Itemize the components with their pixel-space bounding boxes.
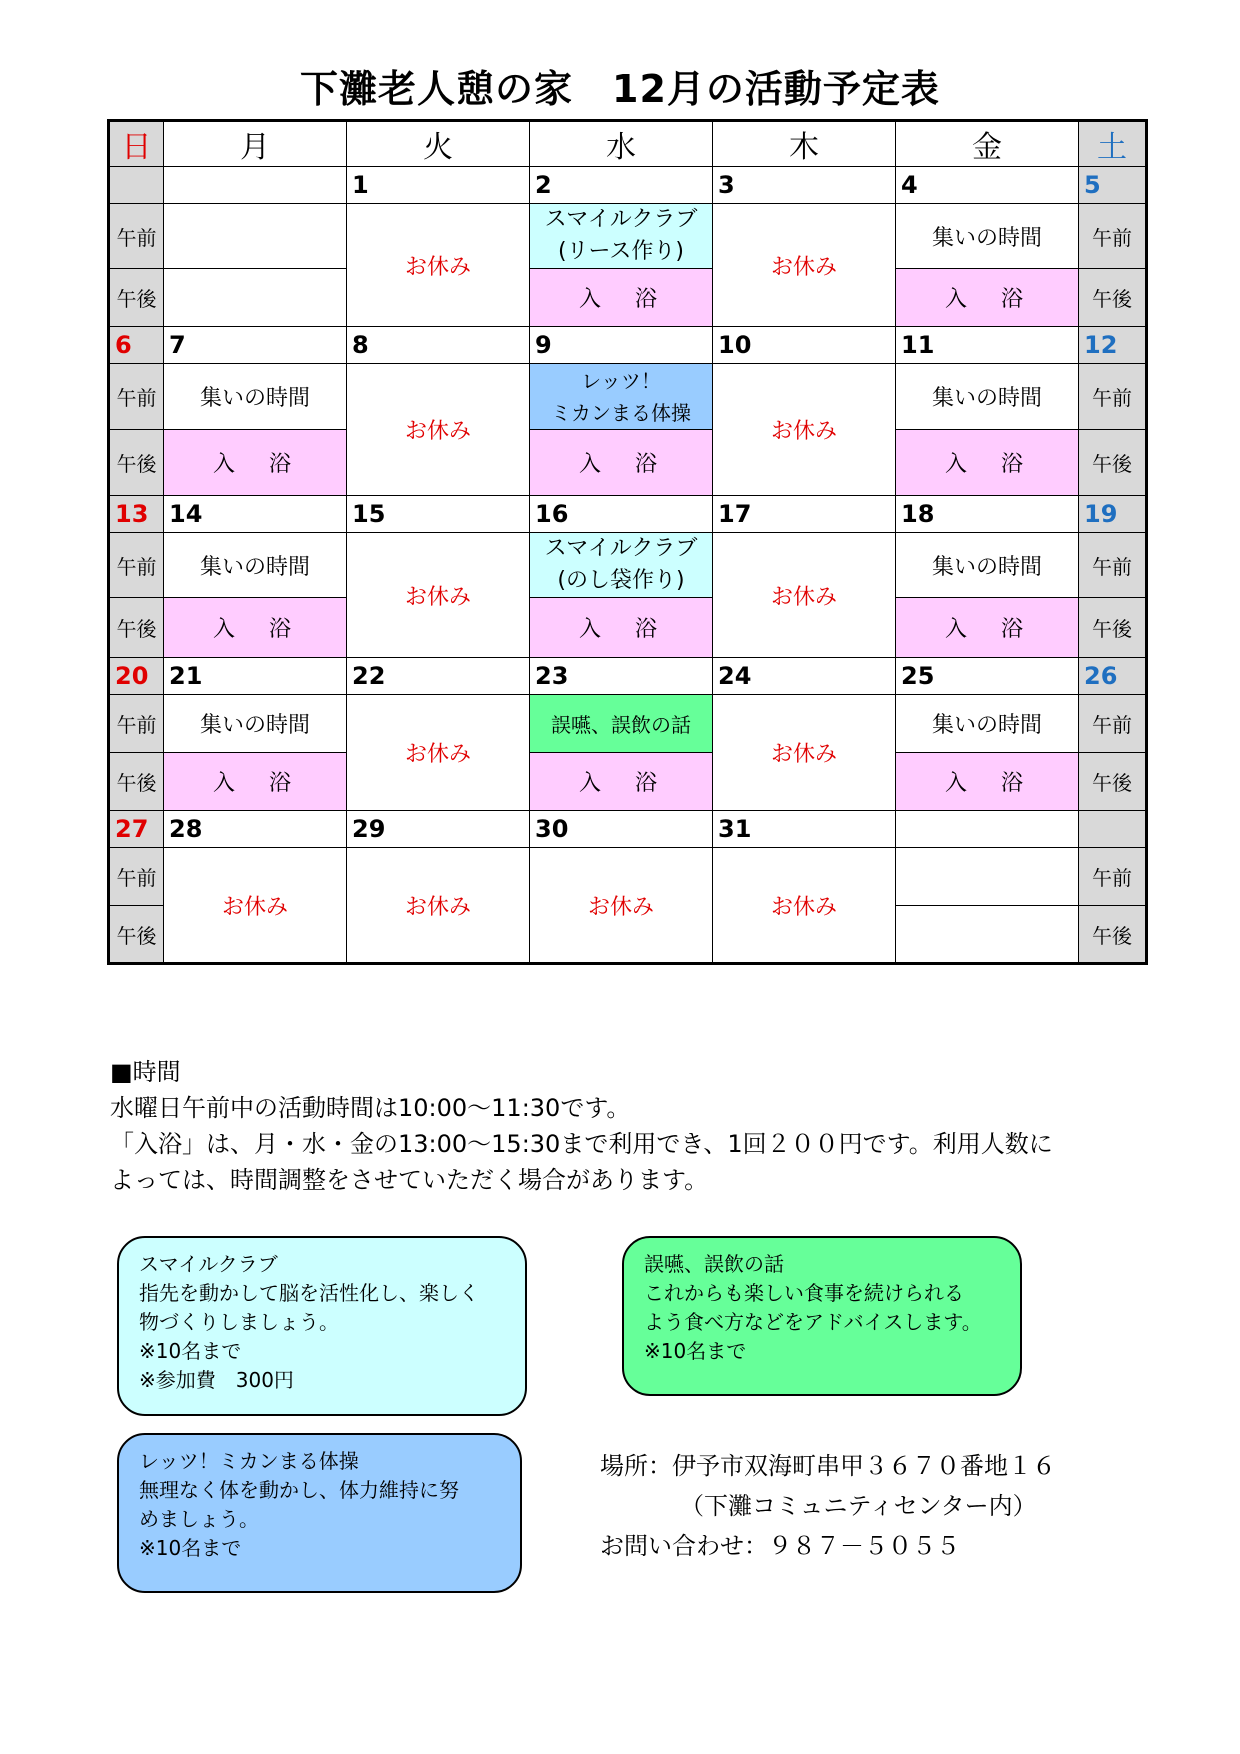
period-label: 午後 [109, 598, 164, 658]
activity-rest: お休み [713, 533, 896, 658]
date-cell: 26 [1079, 658, 1147, 695]
afternoon-row [109, 269, 1147, 327]
calendar-table [107, 119, 1148, 965]
activity-rest: お休み [347, 204, 530, 327]
smile-club-note [117, 1236, 527, 1416]
weekday-header: 土 [1079, 121, 1147, 167]
date-cell [896, 811, 1079, 848]
weekday-header: 月 [164, 121, 347, 167]
period-label: 午後 [1079, 598, 1147, 658]
date-cell: 6 [109, 327, 164, 364]
note-line: ※10名まで [139, 1536, 242, 1560]
date-cell: 4 [896, 167, 1079, 204]
date-cell: 1 [347, 167, 530, 204]
note-line: 物づくりしましょう。 [139, 1310, 339, 1334]
activity-bath: 入 浴 [896, 269, 1079, 327]
date-cell: 31 [713, 811, 896, 848]
period-label: 午前 [1079, 204, 1147, 269]
activity-rest: お休み [530, 848, 713, 964]
time-line-1: 水曜日午前中の活動時間は10:00～11:30です。 [110, 1094, 631, 1122]
period-label: 午後 [1079, 269, 1147, 327]
activity-bath: 入 浴 [530, 753, 713, 811]
note-line: めましょう。 [139, 1507, 259, 1531]
period-label: 午後 [1079, 430, 1147, 496]
period-label: 午前 [1079, 848, 1147, 906]
activity-rest: お休み [347, 364, 530, 496]
activity-rest: お休み [713, 695, 896, 811]
weekday-header: 木 [713, 121, 896, 167]
note-line: スマイルクラブ [139, 1252, 278, 1276]
date-cell: 9 [530, 327, 713, 364]
empty-cell [164, 269, 347, 327]
time-line-2: 「入浴」は、月・水・金の13:00～15:30まで利用でき、1回２００円です。利用人数に [110, 1130, 1053, 1158]
date-cell: 12 [1079, 327, 1147, 364]
activity-rest: お休み [347, 695, 530, 811]
activity-plain: 集いの時間 [164, 364, 347, 430]
period-label: 午前 [109, 533, 164, 598]
note-line: ※10名まで [644, 1339, 747, 1363]
date-cell: 22 [347, 658, 530, 695]
date-cell: 27 [109, 811, 164, 848]
period-label: 午前 [109, 364, 164, 430]
activity-mikan: レッツ！ ミカンまる体操 [530, 364, 713, 430]
page-title: 下灘老人憩の家 12月の活動予定表 [300, 67, 940, 111]
note-line: 誤嚥、誤飲の話 [644, 1252, 784, 1276]
weekday-header: 水 [530, 121, 713, 167]
activity-rest: お休み [713, 204, 896, 327]
contact-place: 場所：伊予市双海町串甲３６７０番地１６ [600, 1452, 1056, 1480]
activity-goen: 誤嚥、誤飲の話 [530, 695, 713, 753]
empty-cell [896, 848, 1079, 906]
activity-bath: 入 浴 [896, 598, 1079, 658]
date-cell: 3 [713, 167, 896, 204]
date-cell: 30 [530, 811, 713, 848]
mikan-exercise-note [117, 1433, 522, 1593]
empty-cell [896, 906, 1079, 964]
period-label: 午前 [109, 848, 164, 906]
activity-plain: 集いの時間 [896, 364, 1079, 430]
date-cell: 23 [530, 658, 713, 695]
date-row [109, 167, 1147, 204]
activity-plain: 集いの時間 [896, 533, 1079, 598]
activity-bath: 入 浴 [896, 753, 1079, 811]
afternoon-row [109, 598, 1147, 658]
date-cell: 20 [109, 658, 164, 695]
period-label: 午後 [109, 753, 164, 811]
date-row [109, 658, 1147, 695]
time-heading: ■時間 [110, 1058, 181, 1086]
period-label: 午後 [1079, 906, 1147, 964]
date-cell: 2 [530, 167, 713, 204]
period-label: 午前 [1079, 533, 1147, 598]
date-cell: 14 [164, 496, 347, 533]
date-cell [1079, 811, 1147, 848]
weekday-header: 金 [896, 121, 1079, 167]
period-label: 午後 [109, 269, 164, 327]
activity-smile: スマイルクラブ (リース作り) [530, 204, 713, 269]
weekday-header: 日 [109, 121, 164, 167]
activity-rest: お休み [164, 848, 347, 964]
note-line: 無理なく体を動かし、体力維持に努 [139, 1478, 459, 1502]
date-row [109, 496, 1147, 533]
date-cell [164, 167, 347, 204]
note-line: よう食べ方などをアドバイスします。 [644, 1310, 982, 1334]
activity-rest: お休み [713, 848, 896, 964]
note-line: レッツ！ミカンまる体操 [139, 1449, 359, 1473]
activity-plain: 集いの時間 [164, 695, 347, 753]
morning-row [109, 364, 1147, 430]
period-label: 午後 [1079, 753, 1147, 811]
date-cell: 25 [896, 658, 1079, 695]
activity-bath: 入 浴 [530, 598, 713, 658]
date-cell: 7 [164, 327, 347, 364]
weekday-header-row [109, 121, 1147, 167]
time-line-3: よっては、時間調整をさせていただく場合があります。 [110, 1166, 709, 1194]
contact-building: （下灘コミュニティセンター内） [680, 1492, 1037, 1520]
date-cell: 10 [713, 327, 896, 364]
date-cell: 19 [1079, 496, 1147, 533]
activity-bath: 入 浴 [164, 753, 347, 811]
date-cell: 16 [530, 496, 713, 533]
period-label: 午後 [109, 430, 164, 496]
date-cell: 24 [713, 658, 896, 695]
activity-plain: 集いの時間 [164, 533, 347, 598]
period-label: 午前 [1079, 695, 1147, 753]
date-cell: 18 [896, 496, 1079, 533]
morning-row [109, 695, 1147, 753]
note-line: ※参加費 300円 [139, 1368, 294, 1392]
date-cell: 29 [347, 811, 530, 848]
date-row [109, 327, 1147, 364]
date-cell [109, 167, 164, 204]
activity-bath: 入 浴 [530, 269, 713, 327]
period-label: 午後 [109, 906, 164, 964]
activity-bath: 入 浴 [896, 430, 1079, 496]
activity-bath: 入 浴 [530, 430, 713, 496]
period-label: 午前 [109, 695, 164, 753]
afternoon-row [109, 430, 1147, 496]
activity-plain: 集いの時間 [896, 204, 1079, 269]
date-cell: 8 [347, 327, 530, 364]
empty-cell [164, 204, 347, 269]
morning-row [109, 848, 1147, 906]
weekday-header: 火 [347, 121, 530, 167]
morning-row [109, 533, 1147, 598]
morning-row [109, 204, 1147, 269]
date-cell: 17 [713, 496, 896, 533]
date-cell: 13 [109, 496, 164, 533]
activity-smile: スマイルクラブ (のし袋作り) [530, 533, 713, 598]
afternoon-row [109, 753, 1147, 811]
activity-bath: 入 浴 [164, 430, 347, 496]
activity-rest: お休み [713, 364, 896, 496]
date-cell: 11 [896, 327, 1079, 364]
period-label: 午前 [109, 204, 164, 269]
note-line: 指先を動かして脳を活性化し、楽しく [139, 1281, 479, 1305]
date-cell: 15 [347, 496, 530, 533]
date-cell: 28 [164, 811, 347, 848]
activity-rest: お休み [347, 848, 530, 964]
date-cell: 5 [1079, 167, 1147, 204]
date-row [109, 811, 1147, 848]
date-cell: 21 [164, 658, 347, 695]
period-label: 午前 [1079, 364, 1147, 430]
aspiration-talk-note [622, 1236, 1022, 1396]
activity-plain: 集いの時間 [896, 695, 1079, 753]
note-line: これからも楽しい食事を続けられる [644, 1281, 964, 1305]
contact-phone: お問い合わせ：９８７－５０５５ [600, 1532, 960, 1560]
activity-bath: 入 浴 [164, 598, 347, 658]
note-line: ※10名まで [139, 1339, 242, 1363]
activity-rest: お休み [347, 533, 530, 658]
